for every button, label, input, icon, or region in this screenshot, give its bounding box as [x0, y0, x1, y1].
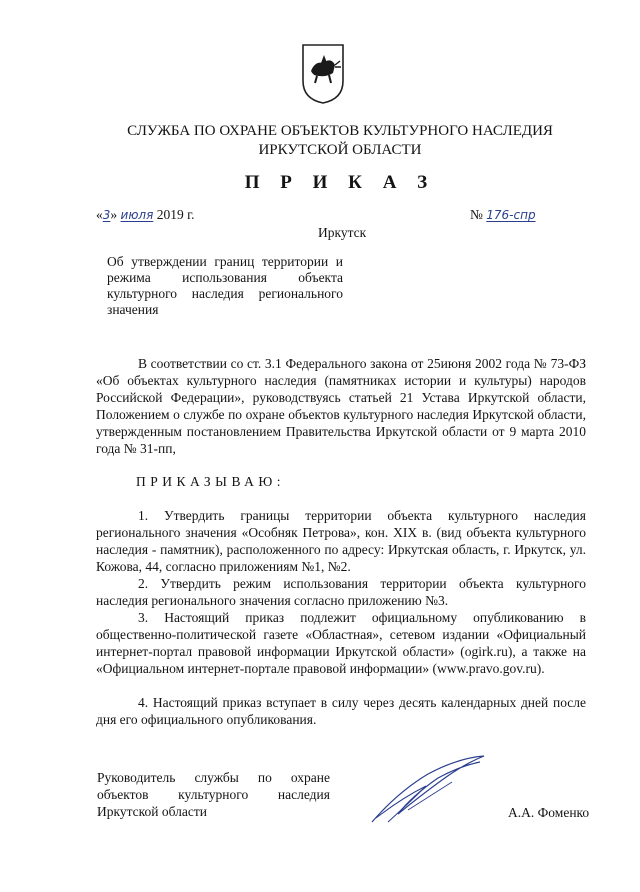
signatory-position: Руководитель службы по охране объектов культурного наследия Иркутской области [97, 770, 330, 819]
signatory-name: А.А. Фоменко [508, 805, 590, 820]
order-item-2: 2. Утвердить режим использования территории объекта культурного наследия регионального значения согласно приложению №3. [96, 576, 586, 608]
handwritten-signature [368, 752, 488, 826]
city: Иркутск [318, 225, 367, 240]
date-close-quote: » [110, 207, 118, 222]
order-number [470, 207, 536, 223]
order-item-3: 3. Настоящий приказ подлежит официальному опубликованию в общественно-политической газете «Областная», сетевом издании «Официальный интернет-портал правовой информации Иркутской области» (ogirk.ru), а также на «Официальном интернет-портале правовой информации» (www.pravo.gov.ru). [96, 610, 586, 676]
date-open-quote: « [96, 207, 103, 222]
organization-name-line-1: СЛУЖБА ПО ОХРАНЕ ОБЪЕКТОВ КУЛЬТУРНОГО НАСЛЕДИЯ [127, 123, 553, 139]
date-month: июля [120, 208, 154, 222]
order-date [96, 207, 194, 223]
order-item-1: 1. Утвердить границы территории объекта культурного наследия регионального значения «Особняк Петрова», кон. XIX в. (вид объекта культурного наследия - памятник), расположенного по адресу: Иркутская область, г. Иркутск, ул. Кожова, 44, согласно приложениям №1, №2. [96, 508, 586, 574]
order-word: ПРИКАЗЫВАЮ: [136, 474, 285, 489]
number-value: 176-спр [486, 208, 536, 222]
coat-of-arms-emblem [301, 43, 345, 105]
organization-name-line-2: ИРКУТСКОЙ ОБЛАСТИ [258, 142, 422, 158]
order-subject: Об утверждении границ территории и режима использования объекта культурного наследия регионального значения [107, 254, 343, 317]
number-sign: № [470, 207, 483, 222]
order-item-4: 4. Настоящий приказ вступает в силу через десять календарных дней после дня его официального опубликования. [96, 695, 586, 727]
preamble-paragraph: В соответствии со ст. 3.1 Федерального закона от 25июня 2002 года № 73-ФЗ «Об объектах культурного наследия (памятниках истории и культуры) народов Российской Федерации», руководствуясь статьей 21 Устава Иркутской области, Положением о службе по охране объектов культурного наследия Иркутской области, утвержденным постановлением Правительства Иркутской области от 9 марта 2010 года № 31-пп, [96, 356, 586, 456]
document-title: П Р И К А З [244, 172, 436, 193]
date-day: 3 [102, 208, 111, 222]
date-year: 2019 г. [156, 207, 195, 222]
